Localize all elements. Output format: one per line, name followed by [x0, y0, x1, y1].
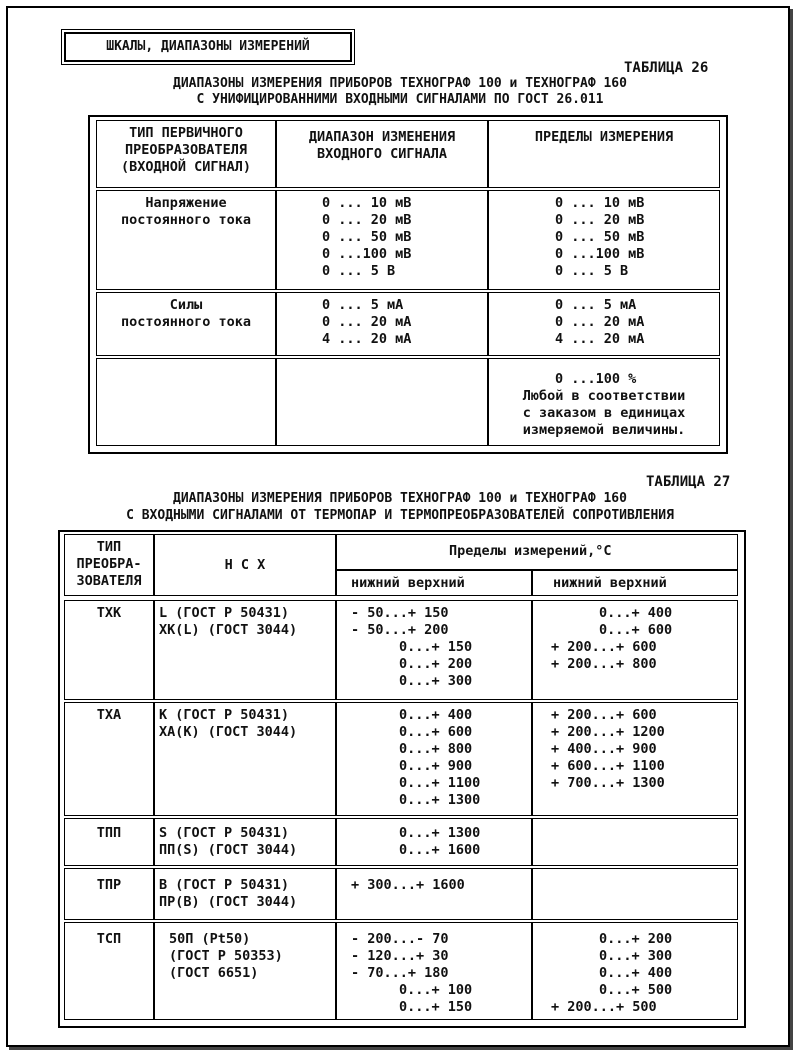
- range-text: 4 ... 20 мА: [555, 331, 645, 347]
- nsx-text: (ГОСТ 6651): [169, 965, 259, 981]
- type-text: Напряжение: [145, 195, 227, 211]
- header-text: ВХОДНОГО СИГНАЛА: [316, 146, 448, 162]
- table26-current-input: [276, 292, 488, 356]
- range-text: 0...+ 800: [399, 741, 473, 757]
- range-text: 0 ... 50 мВ: [322, 229, 412, 245]
- range-text: 0 ... 50 мВ: [555, 229, 645, 245]
- nsx-text: К (ГОСТ Р 50431): [159, 707, 290, 723]
- nsx-text: ХА(К) (ГОСТ 3044): [159, 724, 298, 740]
- table26-header-type: [96, 120, 276, 188]
- header-text: нижний верхний: [553, 575, 667, 591]
- table27-row-type: [64, 922, 154, 1020]
- table27-row-range-b: [532, 600, 738, 700]
- table26-label: ТАБЛИЦА 26: [624, 60, 709, 76]
- table27-row-range-a: [336, 818, 532, 866]
- nsx-text: ПР(В) (ГОСТ 3044): [159, 894, 298, 910]
- range-text: - 200...- 70: [351, 931, 449, 947]
- table26-other-input: [276, 358, 488, 446]
- table27-row-range-b: [532, 702, 738, 816]
- range-text: 0...+ 1600: [399, 842, 481, 858]
- type-text: постоянного тока: [120, 212, 252, 228]
- table27-row-range-a: [336, 868, 532, 920]
- table27-header-sub-a: [336, 570, 532, 596]
- nsx-text: ПП(S) (ГОСТ 3044): [159, 842, 298, 858]
- table26-voltage-limits: [488, 190, 720, 290]
- range-text: 0 ... 5 В: [555, 263, 629, 279]
- range-text: - 50...+ 200: [351, 622, 449, 638]
- range-text: 0 ... 20 мВ: [322, 212, 412, 228]
- table27-row-nsx: [154, 702, 336, 816]
- header-text: Пределы измерений,°С: [449, 543, 612, 559]
- range-text: 0 ... 5 мА: [555, 297, 637, 313]
- range-text: 4 ... 20 мА: [322, 331, 412, 347]
- range-text: 0 ...100 мВ: [322, 246, 412, 262]
- table27-label: ТАБЛИЦА 27: [646, 474, 731, 490]
- table27-row-nsx: [154, 868, 336, 920]
- header-text: ПРЕОБРА-: [76, 556, 142, 572]
- range-text: + 700...+ 1300: [551, 775, 665, 791]
- header-text: ТИП ПЕРВИЧНОГО: [129, 125, 243, 141]
- header-text: ДИАПАЗОН ИЗМЕНЕНИЯ: [308, 129, 456, 145]
- range-text: 0 ... 20 мА: [555, 314, 645, 330]
- table27-header-limits: [336, 534, 738, 570]
- header-text: ТИП: [96, 539, 122, 555]
- range-text: 0...+ 100: [399, 982, 473, 998]
- range-text: 0...+ 200: [599, 931, 673, 947]
- range-text: 0...+ 200: [399, 656, 473, 672]
- table27-row-type: [64, 600, 154, 700]
- range-text: 0 ... 10 мВ: [322, 195, 412, 211]
- table27-header-nsx: [154, 534, 336, 596]
- table27-row-nsx: [154, 818, 336, 866]
- table27-row-type: [64, 702, 154, 816]
- range-text: 0...+ 900: [399, 758, 473, 774]
- range-text: + 200...+ 1200: [551, 724, 665, 740]
- note-text: Любой в соответствии: [522, 388, 686, 404]
- header-text: Н С Х: [224, 557, 266, 573]
- type-text: ТХА: [96, 707, 122, 723]
- nsx-text: ХК(L) (ГОСТ 3044): [159, 622, 298, 638]
- range-text: - 50...+ 150: [351, 605, 449, 621]
- table27-row-range-a: [336, 600, 532, 700]
- table26-header-limits: [488, 120, 720, 188]
- table27-row-range-b: [532, 818, 738, 866]
- table27-row-range-b: [532, 868, 738, 920]
- range-text: 0...+ 1300: [399, 825, 481, 841]
- table26-header-input: [276, 120, 488, 188]
- table26-row-current: [96, 292, 276, 356]
- nsx-text: В (ГОСТ Р 50431): [159, 877, 290, 893]
- range-text: + 200...+ 600: [551, 639, 657, 655]
- type-text: ТСП: [96, 931, 122, 947]
- range-text: + 600...+ 1100: [551, 758, 665, 774]
- range-text: + 400...+ 900: [551, 741, 657, 757]
- table26-voltage-input: [276, 190, 488, 290]
- nsx-text: (ГОСТ Р 50353): [169, 948, 283, 964]
- range-text: 0...+ 400: [399, 707, 473, 723]
- nsx-text: S (ГОСТ Р 50431): [159, 825, 290, 841]
- table27-row-type: [64, 868, 154, 920]
- range-text: 0...+ 300: [399, 673, 473, 689]
- table26-current-limits: [488, 292, 720, 356]
- range-text: 0...+ 1300: [399, 792, 481, 808]
- range-text: 0...+ 600: [399, 724, 473, 740]
- range-text: 0 ... 20 мА: [322, 314, 412, 330]
- header-text: ПРЕДЕЛЫ ИЗМЕРЕНИЯ: [534, 129, 674, 145]
- header-text: (ВХОДНОЙ СИГНАЛ): [120, 159, 252, 175]
- range-text: 0 ... 20 мВ: [555, 212, 645, 228]
- header-text: ПРЕОБРАЗОВАТЕЛЯ: [125, 142, 247, 158]
- note-text: с заказом в единицах: [522, 405, 686, 421]
- range-text: 0...+ 500: [599, 982, 673, 998]
- table26-row-other: [96, 358, 276, 446]
- header-text: нижний верхний: [351, 575, 465, 591]
- table27-caption-1: ДИАПАЗОНЫ ИЗМЕРЕНИЯ ПРИБОРОВ ТЕХНОГРАФ 100 и ТЕХНОГРАФ 160: [173, 491, 627, 506]
- note-text: измеряемой величины.: [522, 422, 686, 438]
- range-text: 0...+ 1100: [399, 775, 481, 791]
- range-text: 0 ...100 мВ: [555, 246, 645, 262]
- range-text: + 200...+ 800: [551, 656, 657, 672]
- type-text: Силы: [169, 297, 203, 313]
- range-text: 0 ... 10 мВ: [555, 195, 645, 211]
- type-text: ТХК: [96, 605, 122, 621]
- table27-row-type: [64, 818, 154, 866]
- table26-caption-1: ДИАПАЗОНЫ ИЗМЕРЕНИЯ ПРИБОРОВ ТЕХНОГРАФ 100 и ТЕХНОГРАФ 160: [173, 76, 627, 91]
- nsx-text: L (ГОСТ Р 50431): [159, 605, 290, 621]
- range-text: + 300...+ 1600: [351, 877, 465, 893]
- range-text: 0...+ 600: [599, 622, 673, 638]
- table26-other-limits: [488, 358, 720, 446]
- range-text: 0...+ 300: [599, 948, 673, 964]
- table27-header-sub-b: [532, 570, 738, 596]
- table27-row-range-a: [336, 922, 532, 1020]
- type-text: ТПР: [96, 877, 122, 893]
- header-text: ЗОВАТЕЛЯ: [76, 573, 142, 589]
- range-text: 0...+ 400: [599, 965, 673, 981]
- range-text: 0...+ 400: [599, 605, 673, 621]
- table27-header-type: [64, 534, 154, 596]
- range-text: 0 ... 5 В: [322, 263, 396, 279]
- table26-row-voltage: [96, 190, 276, 290]
- table27-row-range-b: [532, 922, 738, 1020]
- range-text: + 200...+ 600: [551, 707, 657, 723]
- range-text: 0...+ 150: [399, 999, 473, 1015]
- range-text: - 70...+ 180: [351, 965, 449, 981]
- table26-caption-2: С УНИФИЦИРОВАННИМИ ВХОДНЫМИ СИГНАЛАМИ ПО ГОСТ 26.011: [196, 92, 604, 107]
- range-text: + 200...+ 500: [551, 999, 657, 1015]
- range-text: 0 ...100 %: [555, 371, 637, 387]
- section-title: ШКАЛЫ, ДИАПАЗОНЫ ИЗМЕРЕНИЙ: [64, 32, 352, 62]
- table27-row-nsx: [154, 922, 336, 1020]
- type-text: ТПП: [96, 825, 122, 841]
- range-text: 0 ... 5 мА: [322, 297, 404, 313]
- table27-row-nsx: [154, 600, 336, 700]
- nsx-text: 50П (Pt50): [169, 931, 251, 947]
- table27-caption-2: С ВХОДНЫМИ СИГНАЛАМИ ОТ ТЕРМОПАР И ТЕРМОПРЕОБРАЗОВАТЕЛЕЙ СОПРОТИВЛЕНИЯ: [126, 508, 674, 523]
- type-text: постоянного тока: [120, 314, 252, 330]
- table27-row-range-a: [336, 702, 532, 816]
- range-text: - 120...+ 30: [351, 948, 449, 964]
- range-text: 0...+ 150: [399, 639, 473, 655]
